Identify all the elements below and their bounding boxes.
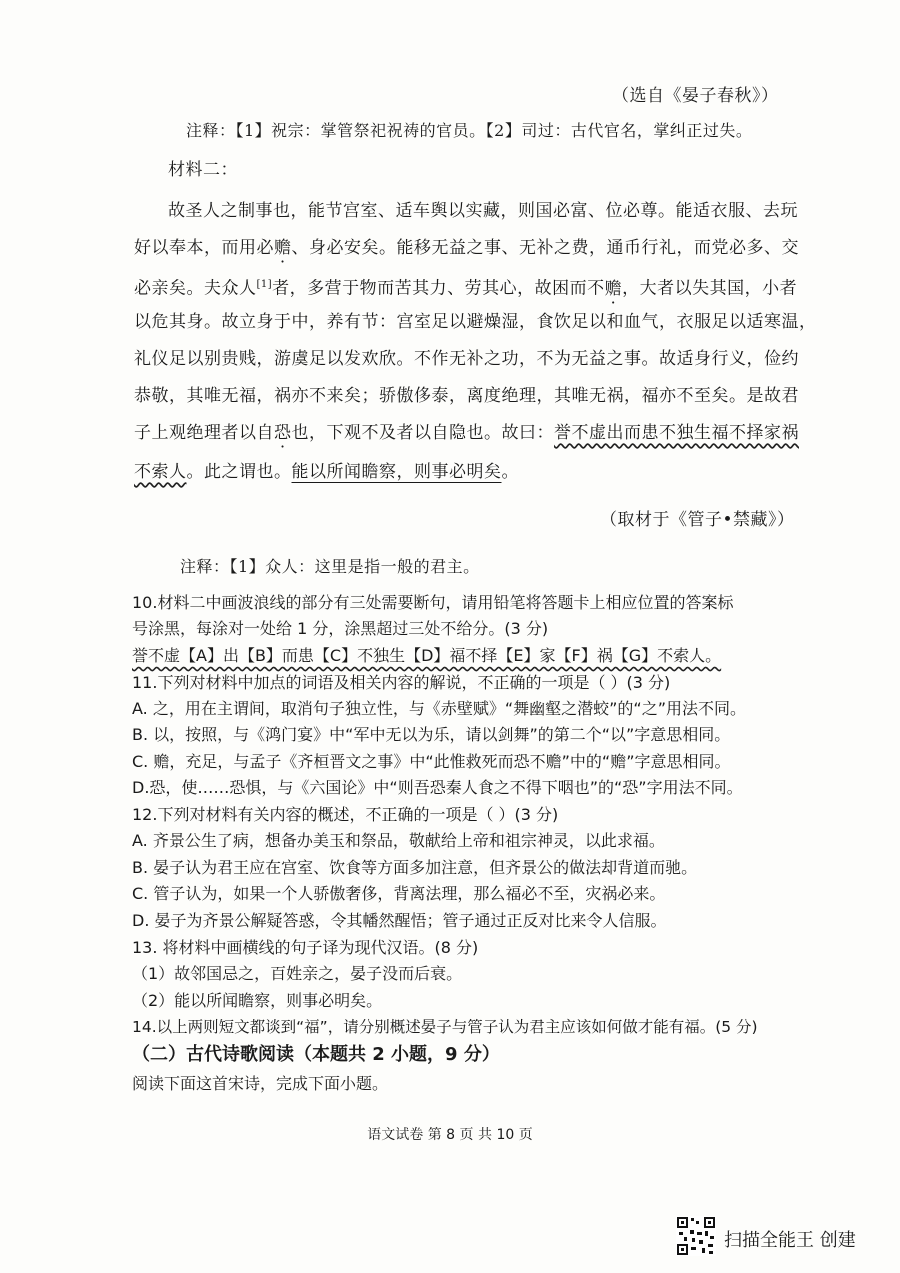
question-13: 13. 将材料中画横线的句子译为现代汉语。(8 分) [132, 938, 479, 957]
notes-1: 注释：【1】祝宗：掌管祭祀祝祷的官员。【2】司过：古代官名，掌纠正过失。 [186, 121, 753, 140]
text: 子上观绝理者以自 [134, 423, 274, 443]
text: 者，多营于物而苦其力、劳其心，故困而不 [272, 278, 605, 299]
section-2-title: （二）古代诗歌阅读（本题共 2 小题，9 分） [132, 1044, 500, 1065]
text: ，大者以失其国，小者 [622, 278, 798, 299]
passage-line [134, 462, 519, 482]
q13-item-1: （1）故邻国忌之，百姓亲之，晏子没而后衰。 [132, 964, 463, 983]
question-14: 14.以上两则短文都谈到“福”，请分别概述晏子与管子认为君主应该如何做才能有福。(5 分) [132, 1018, 758, 1036]
passage-line: 故圣人之制事也，能节宫室、适车舆以实藏，则国必富、位必尊。能适衣服、去玩 [168, 201, 798, 221]
q12-option-b: B. 晏子认为君王应在宫室、饮食等方面多加注意，但齐景公的做法却背道而驰。 [132, 858, 698, 877]
scanner-watermark: 扫描全能王 创建 [724, 1230, 856, 1251]
passage-line: 以危其身。故立身于中，养有节：宫室足以避燥湿，食饮足以和血气，衣服足以适寒温， [134, 312, 817, 332]
wavy-underlined-text: 誉不虚出而患不独生福不择家祸 [554, 423, 799, 443]
q11-option-b: B. 以，按照，与《鸿门宴》中“军中无以为乐，请以剑舞”的第二个“以”字意思相同。 [132, 725, 731, 744]
text: 必亲矣。夫众人 [134, 278, 257, 299]
passage-line: 恭敬，其唯无福，祸亦不来矣；骄傲侈泰，离度绝理，其唯无祸，福亦不至矣。是故君 [134, 386, 799, 406]
source-citation-2: （取材于《管子•禁藏》） [600, 510, 795, 530]
dotted-char: 赡 [274, 238, 292, 258]
q12-option-c: C. 管子认为，如果一个人骄傲奢侈，背离法理，那么福必不至，灾祸必来。 [132, 884, 666, 903]
section-2-intro: 阅读下面这首宋诗，完成下面小题。 [132, 1074, 389, 1093]
text: 也，下观不及者以自隐也。故曰： [291, 423, 554, 443]
question-10-cont: 号涂黑，每涂对一处给 1 分，涂黑超过三处不给分。(3 分) [132, 619, 549, 638]
q13-item-2: （2）能以所闻瞻察，则事必明矣。 [132, 991, 383, 1010]
notes-2: 注释：【1】众人：这里是指一般的君主。 [180, 557, 480, 576]
underlined-sentence: 能以所闻瞻察，则事必明矣 [291, 462, 502, 482]
question-10-answer: 誉不虚【A】出【B】而患【C】不独生【D】福不择【E】家【F】祸【G】不索人。 [132, 646, 722, 665]
text: 。此之谓也。 [186, 462, 292, 482]
dotted-char: 赡 [604, 278, 623, 299]
q11-option-a: A. 之，用在主谓间，取消句子独立性，与《赤壁赋》“舞幽壑之潜蛟”的“之”用法不同。 [132, 699, 746, 718]
q11-option-d: D.恐，使……恐惧，与《六国论》中“则吾恐秦人食之不得下咽也”的“恐”字用法不同。 [132, 778, 743, 797]
source-citation-1: （选自《晏子春秋》） [612, 86, 779, 106]
question-11: 11.下列对材料中加点的词语及相关内容的解说，不正确的一项是（ ）(3 分) [132, 673, 671, 692]
passage-line [134, 423, 799, 443]
dotted-char: 恐 [274, 423, 292, 443]
question-12: 12.下列对材料有关内容的概述，不正确的一项是（ ）(3 分) [132, 805, 559, 824]
text: 。 [501, 462, 519, 482]
q12-option-d: D. 晏子为齐景公解疑答惑，令其幡然醒悟；管子通过正反对比来令人信服。 [132, 911, 667, 930]
passage-line [134, 238, 799, 258]
qr-code-icon [676, 1216, 716, 1256]
page-footer: 语文试卷 第 8 页 共 10 页 [367, 1127, 533, 1143]
footnote-mark: [1] [256, 279, 273, 290]
text: 好以奉本，而用必 [134, 238, 274, 258]
wavy-underlined-text: 不索人 [134, 462, 187, 482]
q11-option-c: C. 赡，充足，与孟子《齐桓晋文之事》中“此惟救死而恐不赡”中的“赡”字意思相同。 [132, 752, 731, 771]
material-2-heading: 材料二： [168, 160, 238, 180]
passage-line [134, 275, 797, 299]
passage-line: 礼仪足以别贵贱，游虞足以发欢欣。不作无补之功，不为无益之事。故适身行义，俭约 [134, 349, 799, 369]
q12-option-a: A. 齐景公生了病，想备办美玉和祭品，敬献给上帝和祖宗神灵，以此求福。 [132, 831, 665, 850]
text: 、身必安矣。能移无益之事、无补之费，通币行礼，而党必多、交 [291, 238, 799, 258]
question-10: 10.材料二中画波浪线的部分有三处需要断句，请用铅笔将答题卡上相应位置的答案标 [132, 593, 734, 612]
